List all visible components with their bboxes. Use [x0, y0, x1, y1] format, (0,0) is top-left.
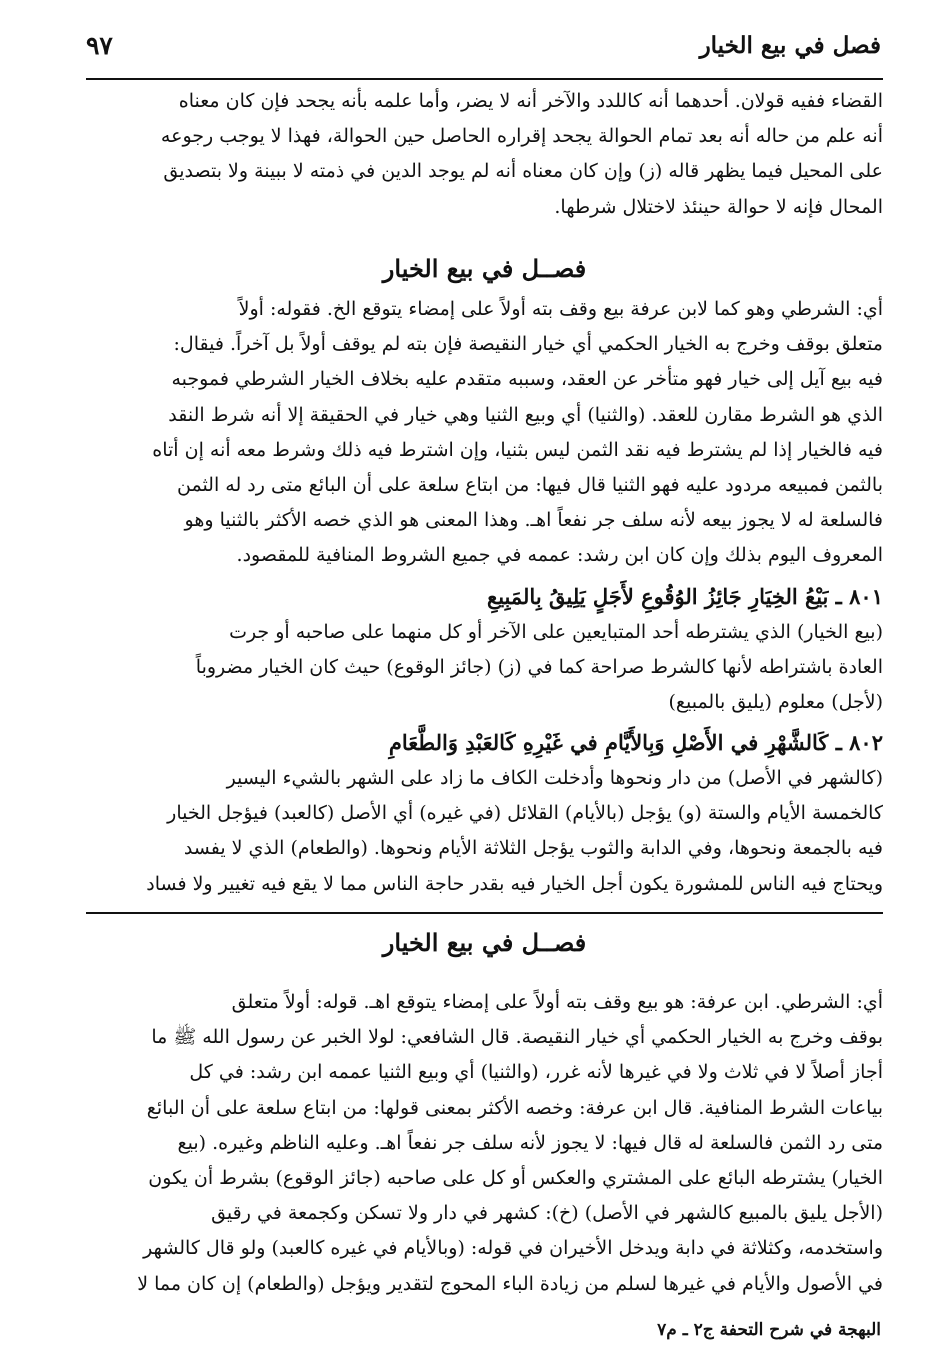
text-line: فالسلعة له لا يجوز بيعه لأنه سلف جر نفعاً اهـ. وهذا المعنى هو الذي خصه الأكثر بالثنيا وهو	[184, 509, 883, 532]
text-line: على المحيل فيما يظهر قاله (ز) وإن كان معناه أنه لم يوجد الدين في ذمته لا ببينة ولا بتصديق	[163, 160, 883, 183]
text-line: المعروف اليوم بذلك وإن كان ابن رشد: عممه في جميع الشروط المنافية للمقصود.	[236, 544, 883, 567]
text-line: بالثمن فمبيعه مردود عليه فهو الثنيا قال فيها: من ابتاع سلعة على أن البائع متى رد له الثمن	[177, 473, 883, 496]
text-line: الخيار) يشترطه البائع على المشتري والعكس أو كل على صاحبه (جائز الوقوع) بشرط أن يكون	[148, 1166, 883, 1189]
verse-802: ٨٠٢ ـ كَالشَّهْرِ في الأَصْلِ وَبِالأَيَّامِ في غَيْرِهِ كَالعَبْدِ وَالطَّعَامِ	[388, 730, 883, 755]
text-line: في الأصول والأيام في غيرها لسلم من زيادة الباء المحوج لتقدير ويؤجل (والطعام) إن كان مما لا	[137, 1272, 883, 1295]
text-line: بوقف وخرج به الخيار الحكمي أي خيار النقيصة. قال الشافعي: لولا الخبر عن رسول الله ﷺ ما	[151, 1026, 883, 1049]
text-line: فيه فالخيار إذا لم يشترط فيه نقد الثمن ليس بثنيا، وإن اشترط فيه ذلك وشرط معه أنه إن أتاه	[152, 438, 883, 461]
text-line: أجاز أصلاً لا في ثلاث ولا في غيرها لأنه غرر، (والثنيا) أي وبيع الثنيا عممه ابن رشد: في كل	[189, 1061, 883, 1084]
section-heading: فصــل في بيع الخيار	[382, 254, 587, 283]
text-line: متى رد الثمن فالسلعة له قال فيها: لا يجوز لأنه سلف جر نفعاً اهـ. وعليه الناظم وغيره. (بيع	[177, 1131, 883, 1154]
text-line: (لأجل) معلوم (يليق بالمبيع)	[668, 691, 883, 714]
text-line: (كالشهر في الأصل) من دار ونحوها وأدخلت الكاف ما زاد على الشهر بالشيء اليسير	[226, 767, 883, 789]
text-line: فيه بالجمعة ونحوها، وفي الدابة والثوب يؤجل الثلاثة الأيام ونحوها. (والطعام) الذي لا يفسد	[183, 837, 883, 860]
text-line: فيه بيع آيل إلى خيار فهو متأخر عن العقد، وسببه متقدم عليه بخلاف الخيار الشرطي فموجبه	[171, 368, 883, 391]
text-line: أنه علم من حاله أنه بعد تمام الحوالة يجحد إقراره الحاصل حين الحوالة، فهذا لا يوجب رجوعه	[160, 125, 883, 148]
running-title: فصل في بيع الخيار	[699, 32, 881, 59]
top-paragraph	[86, 84, 883, 225]
text-line: أي: الشرطي. ابن عرفة: هو بيع وقف بته أولاً على إمضاء يتوقع اهـ. قوله: أولاً متعلق	[231, 991, 883, 1013]
text-line: العادة باشتراطه لأنها كالشرط صراحة كما في (ز) (جائز الوقوع) حيث كان الخيار مضروباً	[195, 656, 883, 679]
text-line: ويحتاج فيه الناس للمشورة يكون أجل الخيار فيه بقدر حاجة الناس مما لا يقع فيه تغيير ولا فساد	[146, 872, 883, 895]
text-line: الذي هو الشرط مقارن للعقد. (والثنيا) أي وبيع الثنيا وهي خيار في الحقيقة إلا أنه شرط النقد	[168, 403, 883, 426]
text-line: (بيع الخيار) الذي يشترطه أحد المتبايعين على الآخر أو كل منهما على صاحبه أو جرت	[229, 621, 883, 643]
text-line: كالخمسة الأيام والستة (و) يؤجل (بالأيام) القلائل (في غيره) أي الأصل (كالعبد) فيؤجل الخيار	[167, 802, 883, 825]
page-number: ٩٧	[86, 31, 113, 60]
header-rule	[86, 78, 883, 80]
verse-801: ٨٠١ ـ بَيْعُ الخِيَارِ جَائِزُ الوُقُوعِ لأَجَلٍ يَلِيقُ بِالمَبِيعِ	[487, 584, 883, 609]
section-heading: فصــل في بيع الخيار	[382, 928, 587, 957]
text-line: أي: الشرطي وهو كما لابن عرفة بيع وقف بته أولاً على إمضاء يتوقع الخ. فقوله: أولاً	[238, 298, 883, 320]
text-line: متعلق بوقف وخرج به الخيار الحكمي أي خيار النقيصة فإن بته لم يوقف أولاً بل آخراً. فيقال:	[173, 333, 883, 356]
text-line: واستخدمه، وكثلاثة في دابة ويدخل الأخيران في قوله: (وبالأيام في غيره كالعبد) ولو قال كالشهر	[143, 1237, 883, 1260]
section1-paragraph	[86, 292, 883, 574]
section2-paragraph	[86, 985, 883, 1302]
page-footer: البهجة في شرح التحفة ج٢ ـ م٧	[657, 1320, 881, 1340]
text-line: المحال فإنه لا حوالة حينئذ لاختلال شرطها.	[554, 195, 883, 218]
section-divider	[86, 912, 883, 914]
text-line: القضاء ففيه قولان. أحدهما أنه كاللدد والآخر أنه لا يضر، وأما علمه بأنه يجحد فإن كان معناه	[178, 90, 883, 112]
page-header	[86, 28, 881, 78]
verse-802-block	[86, 724, 883, 902]
text-line: (الأجل يليق بالمبيع كالشهر في الأصل) (خ): كشهر في دار ولا تسكن وكجمعة في رقيق	[211, 1202, 883, 1225]
text-line: بياعات الشرط المنافية. قال ابن عرفة: وخصه الأكثر بمعنى قولها: من ابتاع سلعة على أن البائع	[146, 1096, 883, 1119]
verse-801-block	[86, 578, 883, 721]
